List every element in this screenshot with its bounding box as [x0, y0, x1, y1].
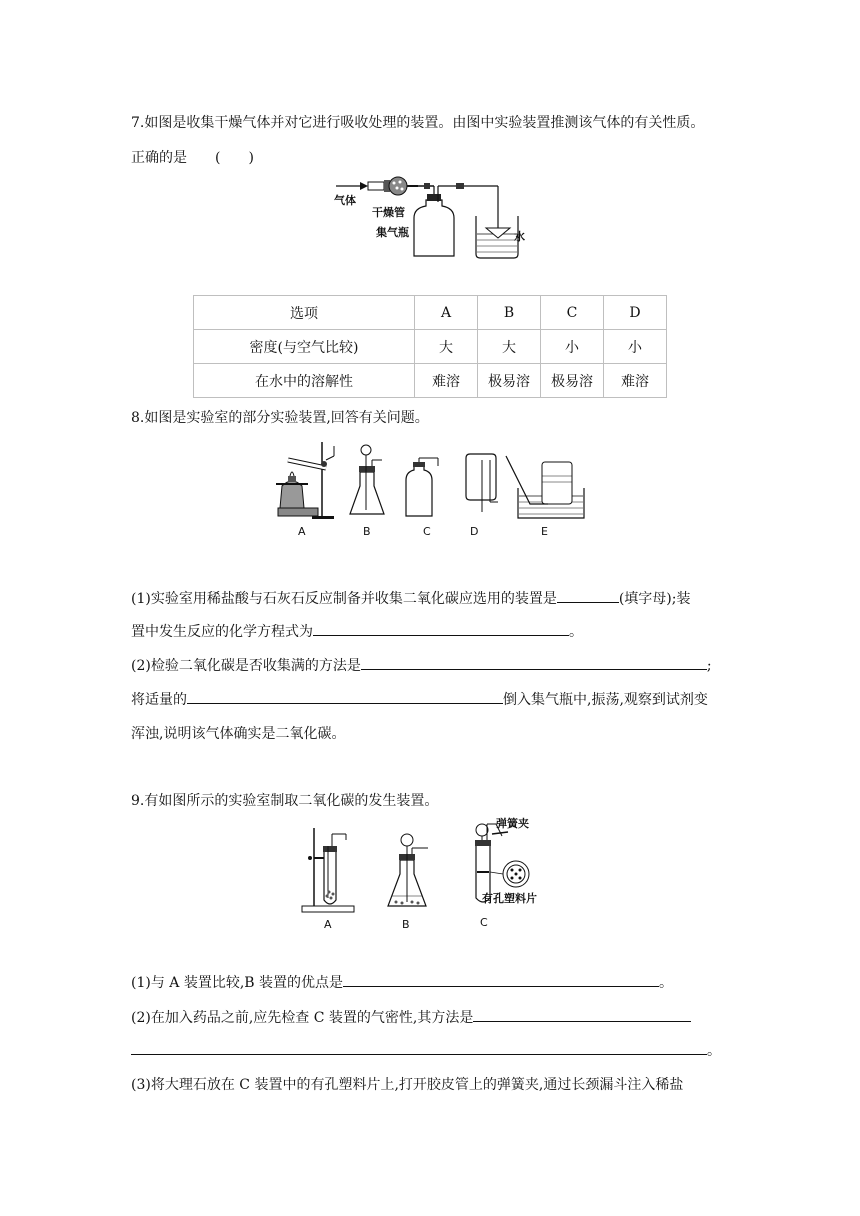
q9-part2-text-a: (2)在加入药品之前,应先检查 C 装置的气密性,其方法是 [131, 1010, 474, 1026]
q8-label-c: C [423, 525, 431, 538]
q7-options-table [193, 295, 667, 398]
q8-part1-line2 [131, 621, 583, 641]
q9-label-a: A [324, 918, 332, 931]
q9-label-c: C [480, 916, 488, 929]
spring-clip-label: 弹簧夹 [496, 817, 529, 830]
drying-tube-label: 干燥管 [372, 206, 405, 219]
q9-part2-line2 [131, 1040, 721, 1060]
table-header-cell: A [415, 296, 478, 330]
q9-part2-line1 [131, 1007, 691, 1027]
answer-blank[interactable] [131, 1042, 707, 1055]
gas-label: 气体 [334, 194, 356, 207]
table-cell: 难溶 [415, 364, 478, 398]
table-cell: 小 [604, 330, 667, 364]
q8-part2-line2 [131, 689, 708, 709]
answer-blank[interactable] [473, 1009, 691, 1022]
q8-part2-line1 [131, 655, 712, 675]
table-cell: 极易溶 [478, 364, 541, 398]
q9-part2-text-b: 。 [707, 1043, 721, 1059]
table-header-cell: D [604, 296, 667, 330]
table-row [194, 330, 667, 364]
table-cell: 极易溶 [541, 364, 604, 398]
q9-part1-line [131, 972, 673, 992]
q8-label-b: B [363, 525, 371, 538]
q8-stem: 8.如图是实验室的部分实验装置,回答有关问题。 [131, 410, 429, 426]
table-header-cell: 选项 [194, 296, 415, 330]
q8-part1-text-c: 置中发生反应的化学方程式为 [131, 624, 313, 640]
plastic-plate-label: 有孔塑料片 [482, 892, 537, 905]
q8-part1-line1 [131, 588, 690, 608]
q9-part1-text-b: 。 [659, 975, 674, 991]
q8-part1-text-a: (1)实验室用稀盐酸与石灰石反应制备并收集二氧化碳应选用的装置是 [131, 591, 557, 607]
table-cell: 大 [478, 330, 541, 364]
table-header-cell: C [541, 296, 604, 330]
q7-apparatus-figure [330, 172, 530, 260]
q9-stem: 9.有如图所示的实验室制取二氧化碳的发生装置。 [131, 793, 439, 809]
q8-part1-text-b: (填字母);装 [618, 591, 691, 607]
q8-label-e: E [541, 525, 548, 538]
answer-blank[interactable] [361, 657, 707, 670]
answer-blank[interactable] [557, 590, 619, 603]
q7-stem-line1: 7.如图是收集干燥气体并对它进行吸收处理的装置。由图中实验装置推测该气体的有关性质。 [131, 115, 705, 131]
q9-part1-text-a: (1)与 A 装置比较,B 装置的优点是 [131, 975, 344, 991]
answer-blank[interactable] [313, 623, 569, 636]
q7-stem-line2: 正确的是 ( ) [131, 150, 254, 166]
q8-part2-text-a: (2)检验二氧化碳是否收集满的方法是 [131, 658, 361, 674]
q8-part2-text-d: 倒入集气瓶中,振荡,观察到试剂变 [503, 692, 708, 708]
table-cell: 密度(与空气比较) [194, 330, 415, 364]
table-cell: 小 [541, 330, 604, 364]
q8-part1-text-d: 。 [569, 624, 583, 640]
q8-part2-text-b: ; [706, 658, 712, 674]
q8-part2-text-c: 将适量的 [131, 692, 187, 708]
table-cell: 大 [415, 330, 478, 364]
q8-label-d: D [470, 525, 479, 538]
q8-apparatus-figure [268, 436, 598, 542]
table-cell: 难溶 [604, 364, 667, 398]
gas-bottle-label: 集气瓶 [376, 226, 409, 239]
answer-blank[interactable] [343, 974, 659, 987]
q9-label-b: B [402, 918, 410, 931]
q9-part3-line: (3)将大理石放在 C 装置中的有孔塑料片上,打开胶皮管上的弹簧夹,通过长颈漏斗注入稀盐 [131, 1077, 684, 1093]
table-row [194, 296, 667, 330]
water-label: 水 [514, 230, 525, 243]
q8-label-a: A [298, 525, 306, 538]
q8-part2-line3: 浑浊,说明该气体确实是二氧化碳。 [131, 726, 346, 742]
table-row [194, 364, 667, 398]
table-cell: 在水中的溶解性 [194, 364, 415, 398]
table-header-cell: B [478, 296, 541, 330]
answer-blank[interactable] [187, 691, 503, 704]
q9-apparatus-figure [296, 812, 586, 932]
